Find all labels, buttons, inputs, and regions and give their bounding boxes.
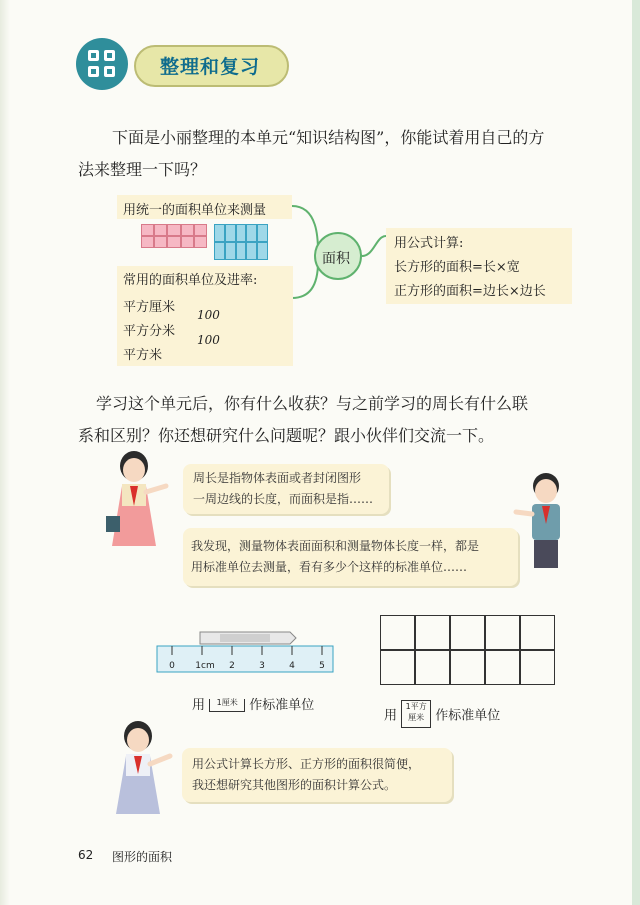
grid-caption-unit-2: 厘米	[408, 713, 425, 722]
girl-bubble-line-1: 周长是指物体表面或者封闭图形	[193, 471, 362, 485]
rate-2: 100	[197, 333, 220, 347]
formula-square: 正方形的面积=边长×边长	[394, 284, 546, 299]
ruler-caption-suffix: 作标准单位	[249, 698, 315, 713]
unit-sq-m: 平方米	[123, 348, 163, 363]
intro-line-2: 法来整理一下吗？	[78, 160, 207, 179]
ruler-tick-5: 5	[319, 661, 325, 671]
square-cm-grid	[380, 615, 555, 685]
grid-caption-unit-1: 1平方	[405, 702, 427, 711]
center-node	[314, 232, 362, 280]
question-line-2: 系和区别？你还想研究什么问题呢？跟小伙伴们交流一下。	[78, 426, 495, 445]
intro-line-1: 下面是小丽整理的本单元“知识结构图”，你能试着用自己的方	[112, 128, 545, 147]
grid-caption-prefix: 用	[384, 708, 398, 724]
unit-box	[117, 195, 292, 219]
ruler-tick-3: 3	[259, 661, 265, 671]
ruler-caption	[192, 694, 314, 713]
girl2-bubble-line-1: 用公式计算长方形、正方形的面积很简便，	[192, 757, 421, 771]
ruler-tick-4: 4	[289, 661, 295, 671]
common-units-label: 常用的面积单位及进率:	[123, 273, 258, 288]
grid-caption-suffix: 作标准单位	[435, 708, 501, 724]
formula-title: 用公式计算:	[394, 236, 464, 251]
blue-grid	[214, 224, 268, 260]
girl2-speech-bubble	[182, 748, 452, 802]
ruler-tick-1: 1cm	[195, 661, 215, 671]
boy-illustration	[510, 470, 580, 570]
grid-caption-unit-box	[401, 700, 431, 728]
common-units-box	[117, 266, 293, 366]
formula-box	[386, 228, 572, 304]
boy-speech-bubble	[183, 528, 518, 586]
center-label: 面积	[322, 251, 350, 267]
boy-bubble-line-1: 我发现，测量物体表面面积和测量物体长度一样，都是	[191, 539, 480, 553]
girl-bubble-line-2: 一周边线的长度，而面积是指……	[193, 492, 374, 506]
boy-bubble-line-2: 用标准单位去测量，看有多少个这样的标准单位……	[191, 560, 468, 574]
page-number: 62	[78, 848, 94, 862]
girl2-illustration	[108, 716, 180, 816]
grid-caption	[384, 700, 500, 728]
girl2-bubble-line-2: 我还想研究其他图形的面积计算公式。	[192, 778, 397, 792]
ruler-tick-0: 0	[169, 661, 175, 671]
ruler-illustration	[150, 628, 340, 676]
ruler-tick-2: 2	[229, 661, 235, 671]
ruler-caption-unit: 1厘米	[209, 699, 245, 712]
rate-1: 100	[197, 308, 220, 322]
girl-speech-bubble	[183, 464, 389, 514]
question-line-1: 学习这个单元后，你有什么收获？与之前学习的周长有什么联	[96, 394, 529, 413]
chapter-name: 图形的面积	[112, 850, 173, 864]
unit-sq-cm: 平方厘米	[123, 300, 176, 315]
formula-rectangle: 长方形的面积=长×宽	[394, 260, 520, 275]
ruler-caption-prefix: 用	[192, 698, 206, 713]
unit-sq-dm: 平方分米	[123, 324, 176, 339]
pink-grid	[141, 224, 207, 248]
girl-illustration	[100, 448, 178, 548]
unit-box-label: 用统一的面积单位来测量	[123, 203, 267, 218]
page-title: 整理和复习	[160, 56, 261, 78]
